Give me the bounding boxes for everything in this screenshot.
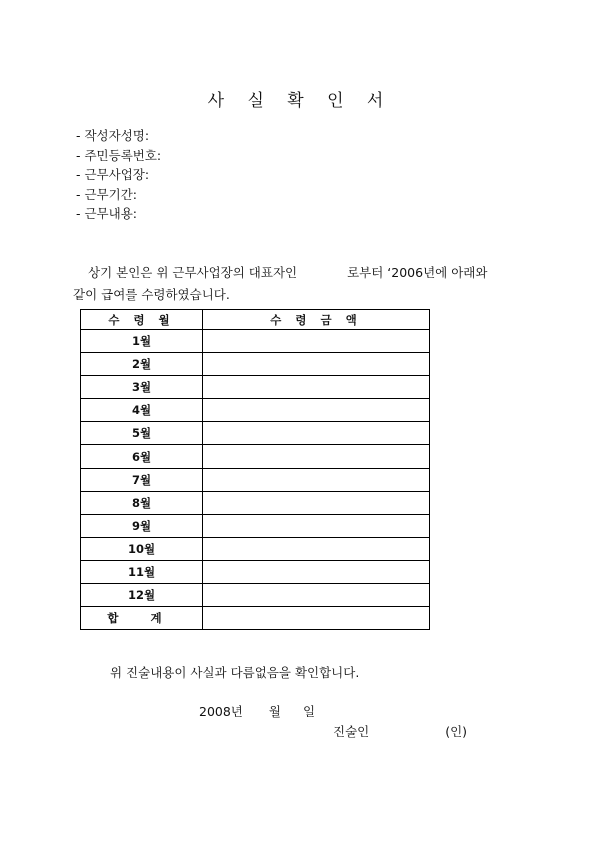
month-cell: 9월 xyxy=(81,514,203,537)
table-row xyxy=(81,330,430,353)
signature-line xyxy=(333,722,467,740)
confirmation-statement: 위 진술내용이 사실과 다름없음을 확인합니다. xyxy=(110,665,360,680)
month-cell: 8월 xyxy=(81,491,203,514)
table-row xyxy=(81,514,430,537)
month-cell: 10월 xyxy=(81,537,203,560)
amount-cell xyxy=(203,468,430,491)
salary-table xyxy=(80,309,430,630)
seal-label: (인) xyxy=(445,724,468,739)
date-month: 월 xyxy=(268,704,281,719)
amount-cell xyxy=(203,560,430,583)
amount-cell xyxy=(203,584,430,607)
date-day: 일 xyxy=(302,704,316,719)
statement-line-2: 같이 급여를 수령하였습니다. xyxy=(73,287,230,302)
amount-cell xyxy=(203,353,430,376)
field-work-period: - 근무기간: xyxy=(76,186,137,202)
table-row xyxy=(81,399,430,422)
table-row xyxy=(81,422,430,445)
month-cell: 11월 xyxy=(81,560,203,583)
total-amount-cell xyxy=(203,607,430,630)
document-title: 사 실 확 인 서 xyxy=(207,91,393,111)
table-row xyxy=(81,376,430,399)
info-field-list xyxy=(76,126,161,224)
header-amount: 수 령 금 액 xyxy=(203,310,430,330)
amount-cell xyxy=(203,445,430,468)
month-cell: 4월 xyxy=(81,399,203,422)
month-cell: 5월 xyxy=(81,422,203,445)
month-cell: 6월 xyxy=(81,445,203,468)
table-header-row xyxy=(81,310,430,330)
month-cell: 3월 xyxy=(81,376,203,399)
table-row xyxy=(81,584,430,607)
field-resident-number: - 주민등록번호: xyxy=(76,147,162,163)
amount-cell xyxy=(203,376,430,399)
date-year: 2008년 xyxy=(199,704,243,719)
field-author-name: - 작성자성명: xyxy=(76,128,150,143)
amount-cell xyxy=(203,399,430,422)
header-month: 수 령 월 xyxy=(81,310,203,330)
statement-part-a: 상기 본인은 위 근무사업장의 대표자인 xyxy=(88,265,298,280)
date-line xyxy=(199,702,315,720)
amount-cell xyxy=(203,330,430,353)
month-cell: 1월 xyxy=(81,330,203,353)
field-workplace: - 근무사업장: xyxy=(76,167,150,182)
table-row xyxy=(81,445,430,468)
table-total-row xyxy=(81,607,430,630)
amount-cell xyxy=(203,422,430,445)
table-row xyxy=(81,537,430,560)
signer-label: 진술인 xyxy=(333,724,370,739)
statement-line-1 xyxy=(88,263,487,281)
amount-cell xyxy=(203,514,430,537)
table-row xyxy=(81,468,430,491)
total-label: 합 계 xyxy=(81,607,203,630)
table-row xyxy=(81,491,430,514)
table-row xyxy=(81,353,430,376)
field-work-content: - 근무내용: xyxy=(76,206,137,221)
amount-cell xyxy=(203,491,430,514)
month-cell: 7월 xyxy=(81,468,203,491)
month-cell: 12월 xyxy=(81,584,203,607)
amount-cell xyxy=(203,537,430,560)
statement-part-b: 로부터 ‘2006년에 아래와 xyxy=(347,265,488,280)
table-row xyxy=(81,560,430,583)
month-cell: 2월 xyxy=(81,353,203,376)
